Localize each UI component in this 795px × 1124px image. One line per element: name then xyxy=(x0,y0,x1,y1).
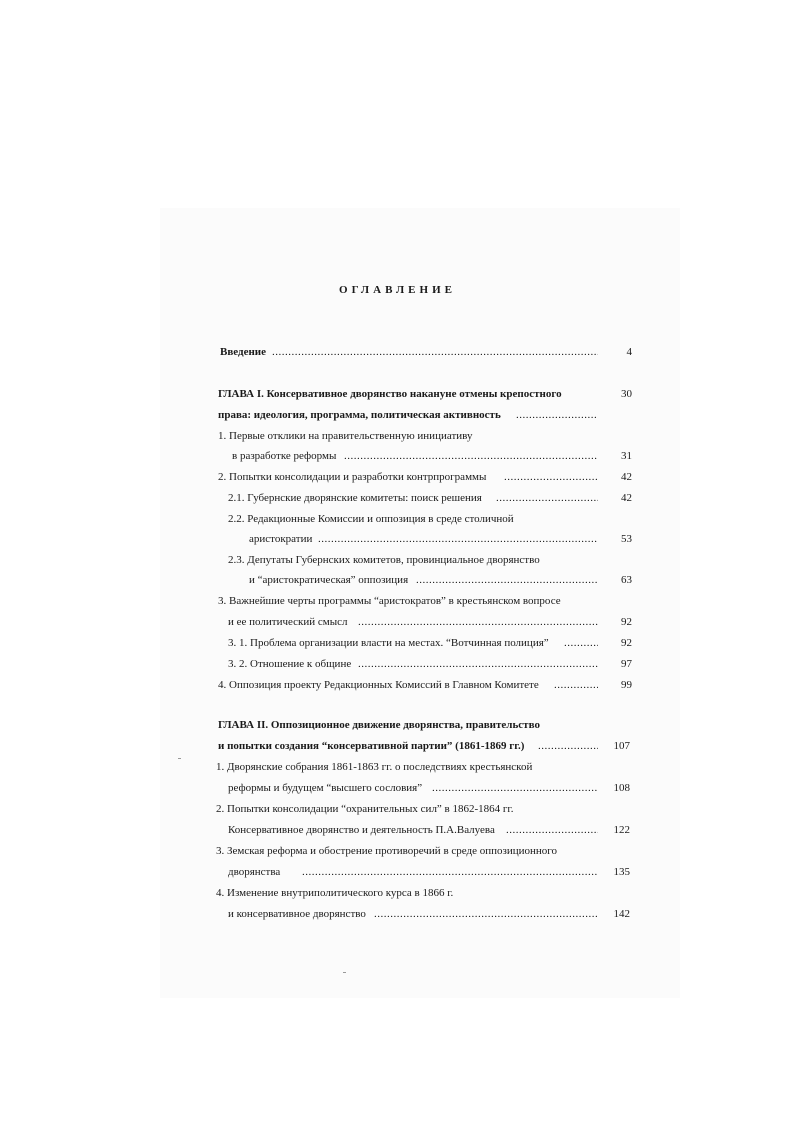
chapter2-heading-line2: и попытки создания “консервативной партии” (1861-1869 гг.) xyxy=(218,740,525,752)
leader-dots xyxy=(344,449,598,463)
toc-entry-line2: Консервативное дворянство и деятельность П.А.Валуева xyxy=(228,824,495,836)
page-number: 142 xyxy=(613,908,630,920)
leader-dots xyxy=(554,678,598,692)
toc-entry-line1: 2.2. Редакционные Комиссии и оппозиция в среде столичной xyxy=(228,513,514,525)
page-number: 4 xyxy=(626,346,632,358)
toc-entry-line2: и ее политический смысл xyxy=(228,616,348,628)
toc-entry-line2: аристократии xyxy=(249,533,313,545)
page-number: 42 xyxy=(621,471,632,483)
leader-dots xyxy=(538,739,598,753)
leader-dots xyxy=(272,345,598,359)
toc-entry-line2: дворянства xyxy=(228,866,281,878)
page-number: 92 xyxy=(621,637,632,649)
toc-entry-line1: 3. Земская реформа и обострение противоречий в среде оппозиционного xyxy=(216,845,558,857)
page-number: 99 xyxy=(621,679,632,691)
page-number: 97 xyxy=(621,658,632,670)
page-number: 92 xyxy=(621,616,632,628)
page-number: 53 xyxy=(621,533,632,545)
leader-dots xyxy=(432,781,598,795)
page-number: 30 xyxy=(621,388,632,400)
leader-dots xyxy=(374,907,598,921)
toc-entry-line1: 4. Изменение внутриполитического курса в 1866 г. xyxy=(216,887,454,899)
toc-entry-line1: 2.3. Депутаты Губернских комитетов, провинциальное дворянство xyxy=(228,554,540,566)
toc-entry-line1: 3. 2. Отношение к общине xyxy=(228,658,352,670)
page-title: ОГЛАВЛЕНИЕ xyxy=(339,284,456,296)
leader-dots xyxy=(516,408,598,422)
toc-entry-line1: 3. 1. Проблема организации власти на местах. “Вотчинная полиция” xyxy=(228,637,549,649)
toc-entry-line1: 2. Попытки консолидации и разработки контрпрограммы xyxy=(218,471,487,483)
intro-label: Введение xyxy=(220,346,267,358)
page-number: 63 xyxy=(621,574,632,586)
leader-dots xyxy=(358,657,598,671)
page-number: 122 xyxy=(613,824,630,836)
leader-dots xyxy=(302,865,598,879)
toc-entry-line1: 2. Попытки консолидации “охранительных сил” в 1862-1864 гг. xyxy=(216,803,514,815)
page-number: 31 xyxy=(621,450,632,462)
chapter2-heading-line1: ГЛАВА II. Оппозиционное движение дворянства, правительство xyxy=(218,719,540,731)
page-number: 107 xyxy=(613,740,630,752)
leader-dots xyxy=(496,491,598,505)
toc-entry-line2: и консервативное дворянство xyxy=(228,908,366,920)
leader-dots xyxy=(504,470,598,484)
toc-entry-line1: 1. Первые отклики на правительственную инициативу xyxy=(218,430,473,442)
leader-dots xyxy=(416,573,598,587)
chapter1-heading-line1: ГЛАВА I. Консервативное дворянство накануне отмены крепостного xyxy=(218,388,562,400)
leader-dots xyxy=(506,823,598,837)
toc-entry-line1: 3. Важнейшие черты программы “аристократов” в крестьянском вопросе xyxy=(218,595,561,607)
toc-entry-line2: реформы и будущем “высшего сословия” xyxy=(228,782,423,794)
toc-entry-line2: и “аристократическая” оппозиция xyxy=(249,574,409,586)
scan-speck xyxy=(343,972,346,973)
page-number: 135 xyxy=(613,866,630,878)
toc-entry-line2: в разработке реформы xyxy=(232,450,337,462)
page-number: 108 xyxy=(613,782,630,794)
leader-dots xyxy=(358,615,598,629)
leader-dots xyxy=(564,636,598,650)
scan-speck xyxy=(178,758,181,759)
leader-dots xyxy=(318,532,598,546)
toc-entry-line1: 1. Дворянские собрания 1861-1863 гг. о последствиях крестьянской xyxy=(216,761,533,773)
toc-entry-line1: 2.1. Губернские дворянские комитеты: поиск решения xyxy=(228,492,482,504)
toc-entry-line1: 4. Оппозиция проекту Редакционных Комиссий в Главном Комитете xyxy=(218,679,539,691)
chapter1-heading-line2: права: идеология, программа, политическая активность xyxy=(218,409,501,421)
page-number: 42 xyxy=(621,492,632,504)
